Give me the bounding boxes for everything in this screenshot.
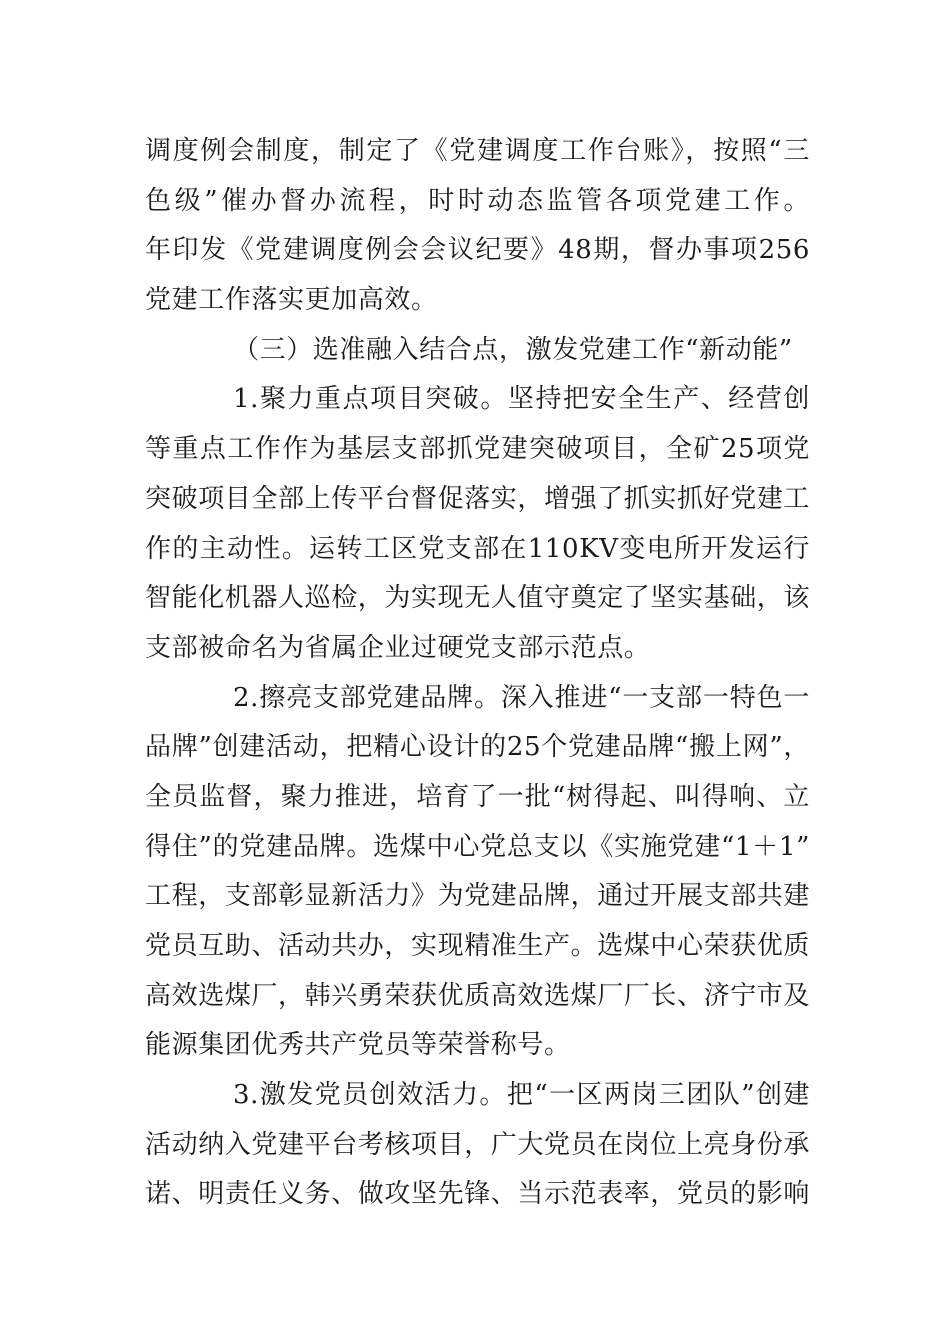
- text-line: 高效选煤厂，韩兴勇荣获优质高效选煤厂厂长、济宁市及: [145, 980, 810, 1011]
- text-line: 全员监督，聚力推进，培育了一批“树得起、叫得响、立: [145, 781, 810, 812]
- text-line: 品牌”创建活动，把精心设计的25个党建品牌“搬上网”，: [145, 732, 810, 763]
- text-line: 2.擦亮支部党建品牌。深入推进“一支部一特色一: [233, 682, 810, 713]
- text-line: 支部被命名为省属企业过硬党支部示范点。: [145, 632, 651, 663]
- text-line: 党员互助、活动共办，实现精准生产。选煤中心荣获优质: [145, 931, 810, 961]
- text-line: 智能化机器人巡检，为实现无人值守奠定了坚实基础，该: [145, 583, 810, 614]
- text-line: 工程，支部彰显新活力》为党建品牌，通过开展支部共建: [145, 881, 810, 912]
- text-line: 作的主动性。运转工区党支部在110KV变电所开发运行: [145, 533, 810, 564]
- text-line: 调度例会制度，制定了《党建调度工作台账》，按照“三: [145, 136, 810, 166]
- text-line: 突破项目全部上传平台督促落实，增强了抓实抓好党建工: [145, 483, 810, 514]
- body-text: [145, 127, 810, 1220]
- text-line: 色级”催办督办流程，时时动态监管各项党建工作。: [145, 185, 810, 216]
- text-line: 得住”的党建品牌。选煤中心党总支以《实施党建“1＋1”: [145, 831, 810, 862]
- text-line: 年印发《党建调度例会会议纪要》48期，督办事项256: [145, 235, 810, 266]
- text-line: 活动纳入党建平台考核项目，广大党员在岗位上亮身份承: [145, 1129, 810, 1160]
- text-line: 能源集团优秀共产党员等荣誉称号。: [145, 1030, 571, 1061]
- text-line: 3.激发党员创效活力。把“一区两岗三团队”创建: [233, 1080, 810, 1111]
- text-line: 诺、明责任义务、做攻坚先锋、当示范表率，党员的影响: [145, 1179, 810, 1210]
- text-line: 等重点工作作为基层支部抓党建突破项目，全矿25项党: [145, 434, 810, 465]
- text-line: （三）选准融入结合点，激发党建工作“新动能”: [233, 334, 793, 365]
- text-line: 1.聚力重点项目突破。坚持把安全生产、经营创: [233, 384, 810, 415]
- text-line: 党建工作落实更加高效。: [145, 285, 438, 316]
